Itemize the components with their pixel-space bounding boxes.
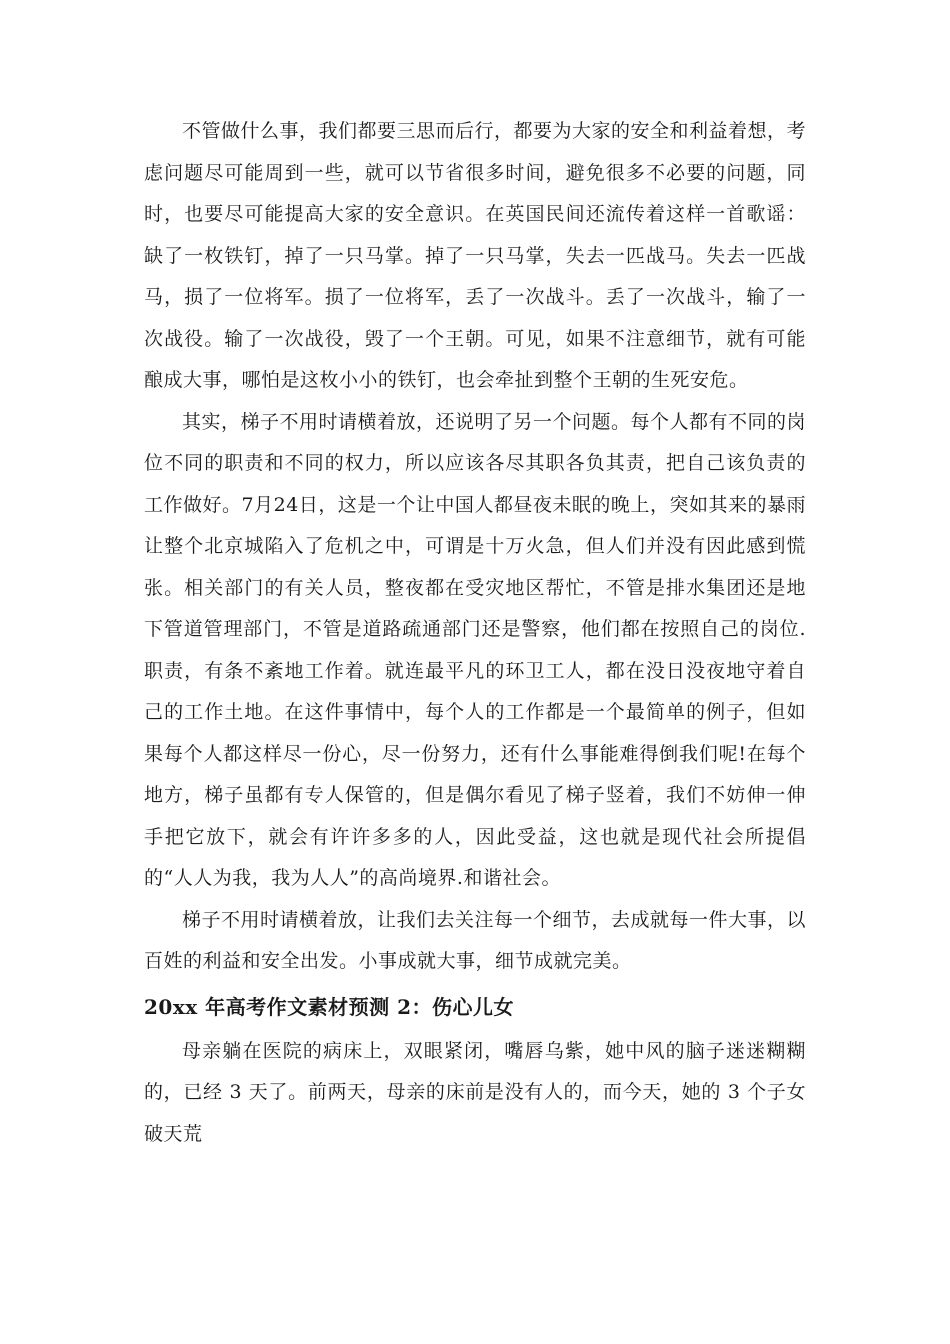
paragraph-conclusion: 梯子不用时请横着放，让我们去关注每一个细节，去成就每一件大事，以百姓的利益和安全出发。小事成就大事，细节成就完美。 [144, 908, 807, 972]
document-page [144, 111, 806, 1155]
section-heading: 20xx 年高考作文素材预测 2：伤心儿女 [144, 994, 515, 1019]
paragraph-sad-children: 母亲躺在医院的病床上，双眼紧闭，嘴唇乌紫，她中风的脑子迷迷糊糊的，已经 3 天了。前两天，母亲的床前是没有人的，而今天，她的 3 个子女破天荒 [144, 1039, 806, 1145]
paragraph-duty-responsibility: 其实，梯子不用时请横着放，还说明了另一个问题。每个人都有不同的岗位不同的职责和不同的权力，所以应该各尽其职各负其责，把自己该负责的工作做好。7月24日，这是一个让中国人都昼夜未眠的晚上，突如其来的暴雨让整个北京城陷入了危机之中，可谓是十万火急，但人们并没有因此感到慌张。相关部门的有关人员，整夜都在受灾地区帮忙，不管是排水集团还是地下管道管理部门，不管是道路疏通部门还是警察，他们都在按照自己的岗位.职责，有条不紊地工作着。就连最平凡的环卫工人，都在没日没夜地守着自己的工作土地。在这件事情中，每个人的工作都是一个最简单的例子，但如果每个人都这样尽一份心，尽一份努力，还有什么事能难得倒我们呢!在每个地方，梯子虽都有专人保管的，但是偶尔看见了梯子竖着，我们不妨伸一伸手把它放下，就会有许许多多的人，因此受益，这也就是现代社会所提倡的“人人为我，我为人人”的高尚境界.和谐社会。 [144, 410, 807, 889]
paragraph-safety-awareness: 不管做什么事，我们都要三思而后行，都要为大家的安全和利益着想，考虑问题尽可能周到一些，就可以节省很多时间，避免很多不必要的问题，同时，也要尽可能提高大家的安全意识。在英国民间还流传着这样一首歌谣：缺了一枚铁钉，掉了一只马掌。掉了一只马掌，失去一匹战马。失去一匹战马，损了一位将军。损了一位将军，丢了一次战斗。丢了一次战斗，输了一次战役。输了一次战役，毁了一个王朝。可见，如果不注意细节，就有可能酿成大事，哪怕是这枚小小的铁钉，也会牵扯到整个王朝的生死安危。 [144, 120, 807, 391]
